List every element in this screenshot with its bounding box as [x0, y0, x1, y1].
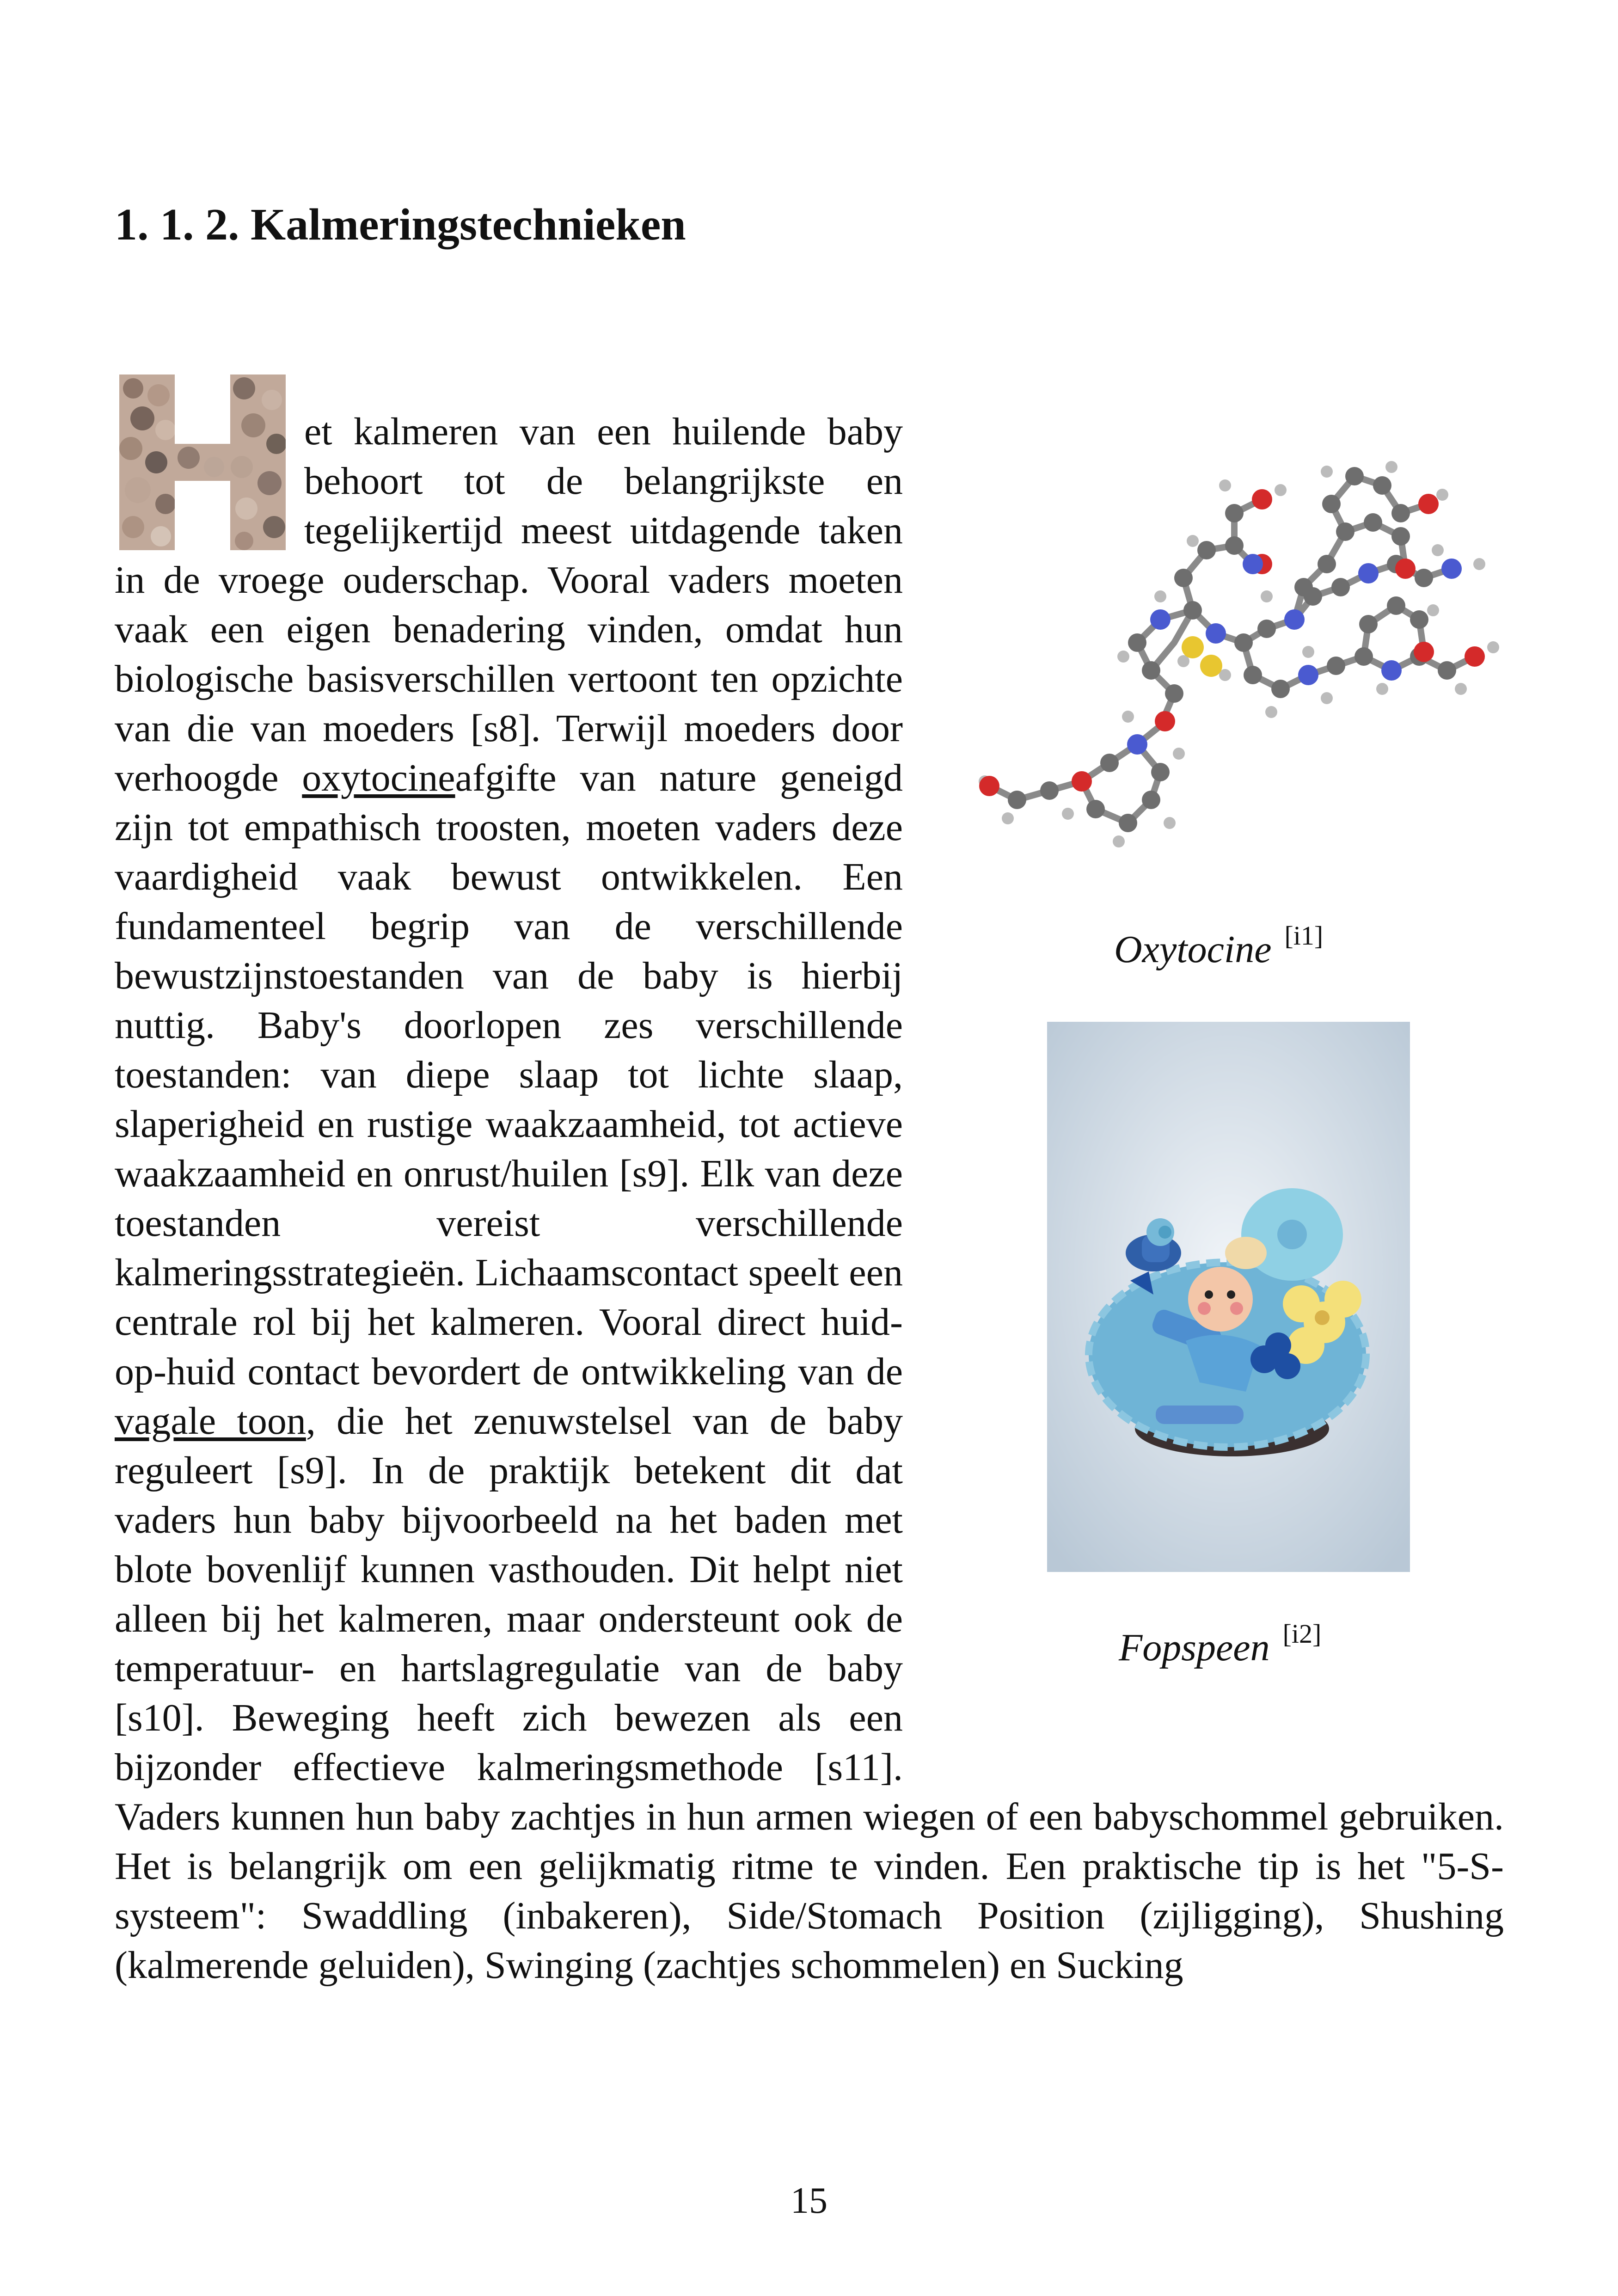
- paragraph-part-1: et kalmeren van een huilende baby behoort tot de belangrijkste en tegelijkertijd meest uitdagende taken in de vroege ouderschap. Vooral vaders moeten vaak een eigen benadering vinden, omdat hun biologische basisverschillen vertoont ten opzichte van die van moeders [s8]. Terwijl moeders door verhoogde: [115, 410, 903, 799]
- oxytocine-link[interactable]: oxytocine: [302, 756, 455, 799]
- oxytocine-figure: [975, 458, 1507, 876]
- pacifier-cupcake-photo-icon: [1047, 1022, 1410, 1572]
- section-heading: 1. 1. 2. Kalmeringstechnieken: [115, 200, 686, 250]
- fopspeen-figure: [1047, 1022, 1410, 1574]
- image-reference: [i1]: [1284, 921, 1324, 951]
- caption-text: Fopspeen: [1119, 1626, 1270, 1669]
- image-reference: [i2]: [1282, 1619, 1322, 1649]
- caption-text: Oxytocine: [1114, 928, 1272, 971]
- vagale-toon-link[interactable]: vagale toon: [115, 1400, 306, 1443]
- paragraph-part-3: , die het zenuwstelsel van de baby reguleert [s9]. In de praktijk betekent dit dat vaders hun baby bijvoorbeeld na het baden met blote bovenlijf kunnen vasthouden. Dit helpt niet alleen bij het kalmeren, maar ondersteunt ook de temperatuur- en hartslagregulatie van de baby [s10]. Beweging heeft zich bewezen als een bijzonder effectieve kalmeringsmethode [s11]. Vaders kunnen hun baby zachtjes in hun armen wiegen of een babyschommel gebruiken. Het is belangrijk om een gelijkmatig ritme te vinden. Een praktische tip is het "5-S-systeem": Swaddling (inbakeren), Side/Stomach Position (zijligging), Shushing (kalmerende geluiden), Swinging (zachtjes schommelen) en Sucking: [115, 1400, 1504, 1987]
- paragraph-part-2: afgifte van nature geneigd zijn tot empathisch troosten, moeten vaders deze vaardigheid vaak bewust ontwikkelen. Een fundamenteel begrip van de verschillende bewustzijnstoestanden van de baby is hierbij nuttig. Baby's doorlopen zes verschillende toestanden: van diepe slaap tot lichte slaap, slaperigheid en rustige waakzaamheid, tot actieve waakzaamheid en onrust/huilen [s9]. Elk van deze toestanden vereist verschillende kalmeringsstrategieën. Lichaamscontact speelt een centrale rol bij het kalmeren. Vooral direct huid-op-huid contact bevordert de ontwikkeling van de: [115, 756, 903, 1393]
- molecule-model-icon: [975, 458, 1507, 874]
- dropcap-photo-collage-icon: [115, 374, 290, 550]
- dropcap-letter: [115, 374, 290, 550]
- page-number: 15: [791, 2180, 827, 2221]
- fopspeen-caption: [1119, 1618, 1321, 1670]
- oxytocine-caption: [1114, 920, 1323, 972]
